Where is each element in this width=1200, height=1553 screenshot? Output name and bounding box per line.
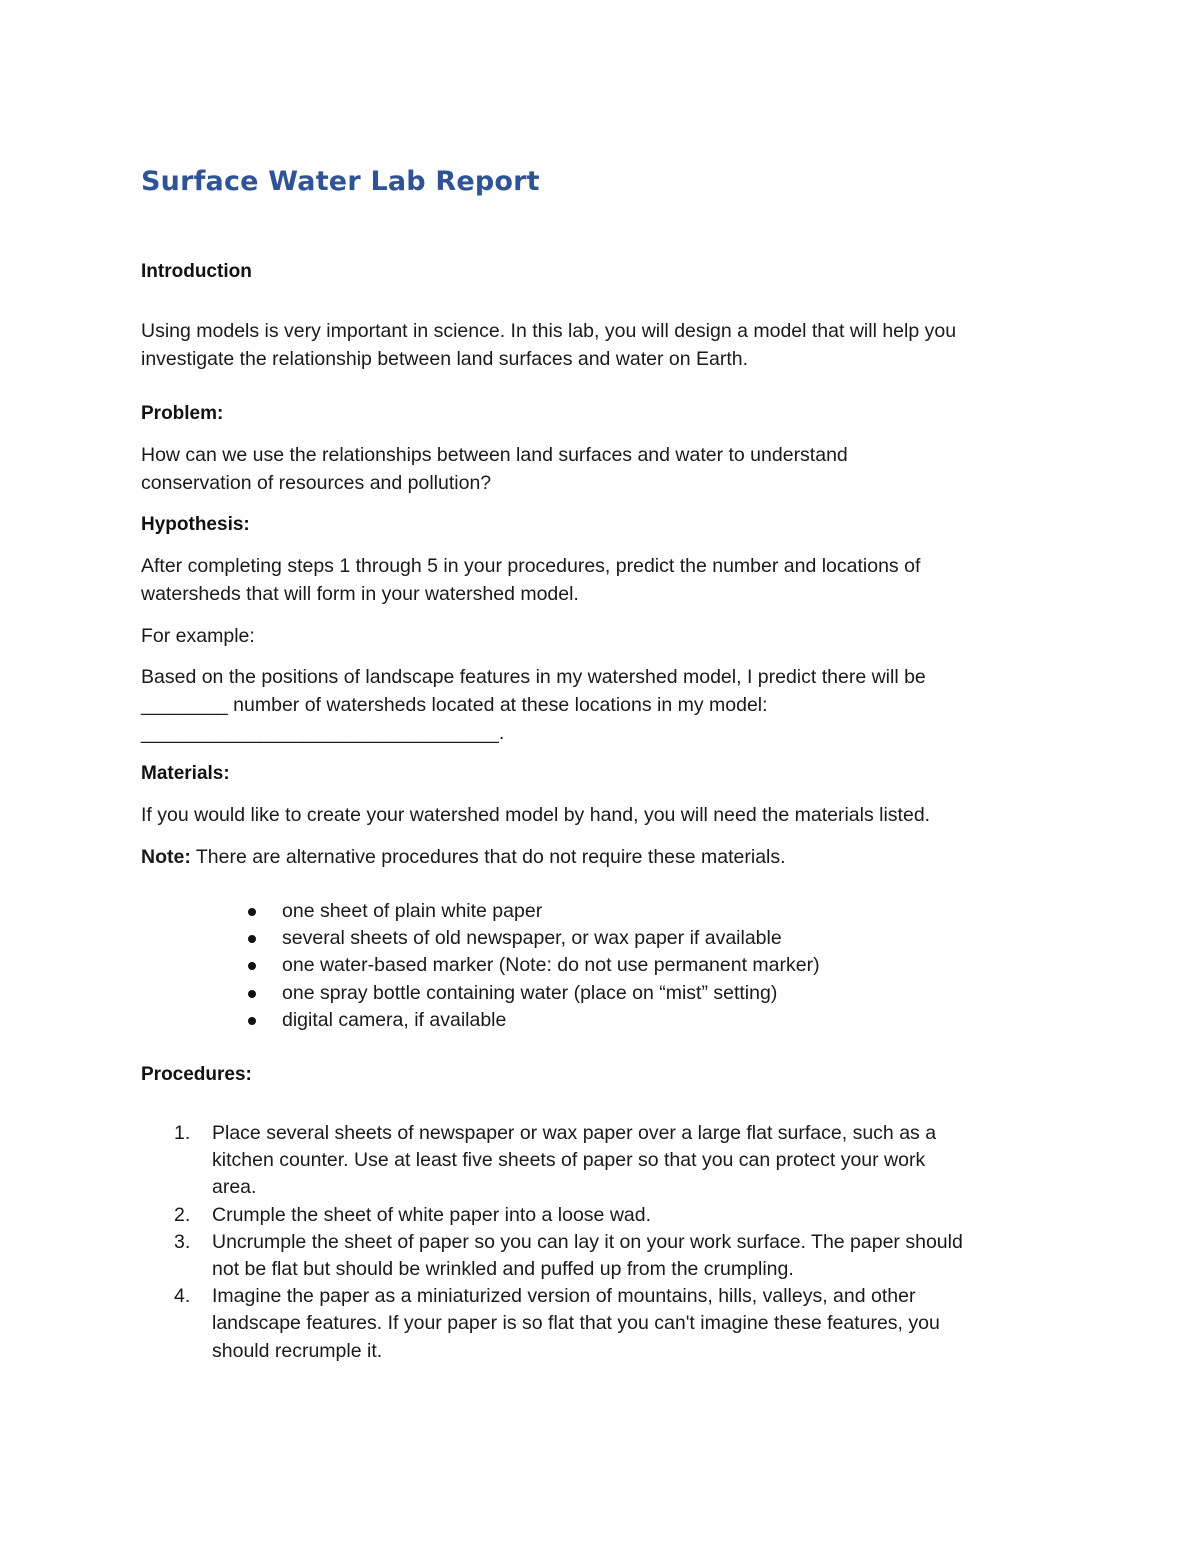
bullet-icon [248,962,256,970]
introduction-line: Using models is very important in science. In this lab, you will design a model that will help you [141,320,957,342]
bullet-icon [248,990,256,998]
document-title: Surface Water Lab Report [141,166,540,197]
procedures-list [141,1120,1132,1365]
example-line: _________________________________. [141,722,505,744]
note-label: Note: [141,846,191,868]
introduction-text [141,317,956,373]
list-item: digital camera, if available [248,1007,820,1034]
introduction-heading: Introduction [141,261,252,282]
bullet-icon [248,1017,256,1025]
procedure-step: 1. Place several sheets of newspaper or wax paper over a large flat surface, such as a kitchen counter. Use at least five sheets of paper so that you can protect your work area. [174,1122,937,1199]
hypothesis-text [141,552,920,608]
example-line: ________ number of watersheds located at these locations in my model: [141,694,768,716]
example-text [141,663,926,747]
hypothesis-line: watersheds that will form in your watershed model. [141,583,579,605]
materials-intro: If you would like to create your watershed model by hand, you will need the materials listed. [141,804,931,826]
procedure-step: 4. Imagine the paper as a miniaturized version of mountains, hills, valleys, and other landscape features. If your paper is so flat that you can't imagine these features, you should recrumple it. [174,1285,940,1362]
problem-text [141,441,848,497]
materials-heading: Materials: [141,763,230,784]
list-item: one water-based marker (Note: do not use permanent marker) [248,952,820,979]
list-item: several sheets of old newspaper, or wax paper if available [248,925,820,952]
list-item: one sheet of plain white paper [248,898,820,925]
step-number: 4. [174,1285,191,1308]
example-label: For example: [141,625,255,647]
procedure-step: 3. Uncrumple the sheet of paper so you can lay it on your work surface. The paper should not be flat but should be wrinkled and puffed up from the crumpling. [174,1230,963,1281]
problem-heading: Problem: [141,403,224,424]
problem-line: How can we use the relationships between land surfaces and water to understand [141,444,848,466]
bullet-icon [248,935,256,943]
procedures-heading: Procedures: [141,1064,252,1085]
materials-list [248,898,820,1034]
list-item: one spray bottle containing water (place on “mist” setting) [248,980,820,1007]
note-text: There are alternative procedures that do not require these materials. [190,846,786,868]
hypothesis-heading: Hypothesis: [141,514,250,535]
procedure-step: 2. Crumple the sheet of white paper into a loose wad. [141,1202,1132,1229]
introduction-line: investigate the relationship between land surfaces and water on Earth. [141,348,749,370]
materials-note [141,843,786,871]
hypothesis-line: After completing steps 1 through 5 in your procedures, predict the number and locations of [141,555,921,577]
step-number: 1. [174,1122,191,1144]
example-line: Based on the positions of landscape features in my watershed model, I predict there will be [141,666,926,688]
step-number: 3. [174,1230,191,1253]
bullet-icon [248,908,256,916]
step-number: 2. [174,1203,191,1226]
problem-line: conservation of resources and pollution? [141,472,492,494]
